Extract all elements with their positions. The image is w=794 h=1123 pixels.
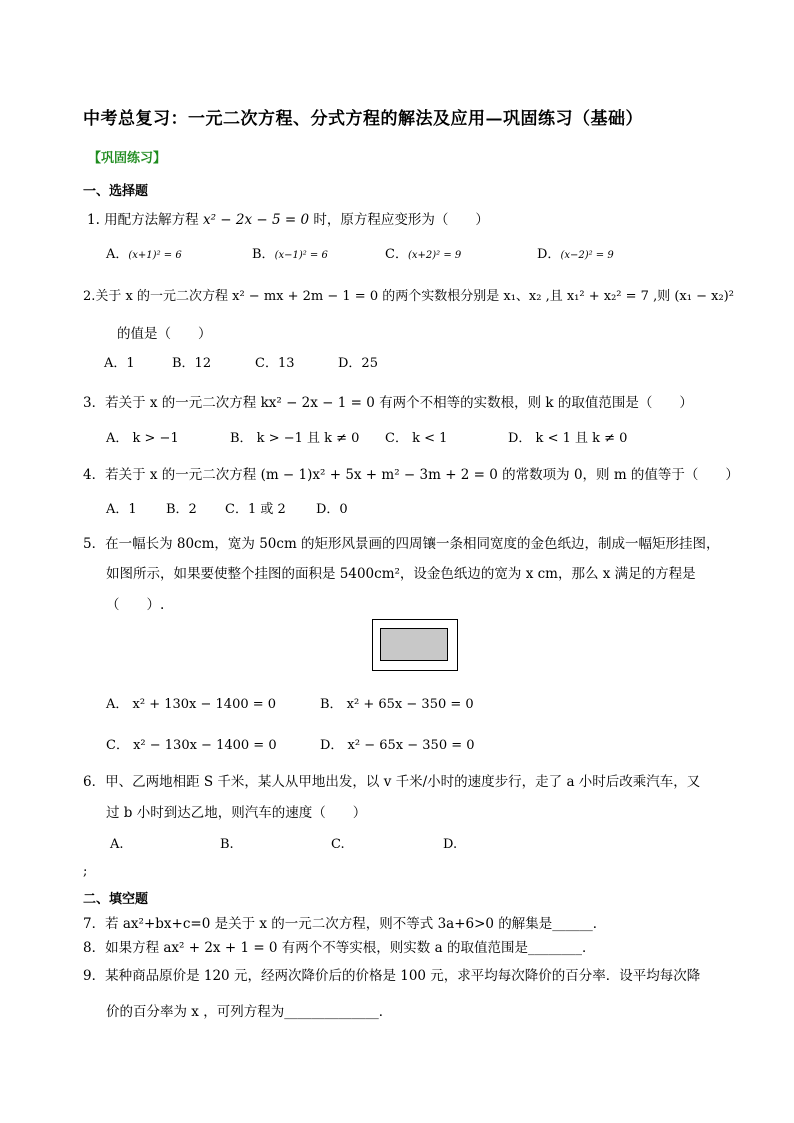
picture-frame-figure bbox=[372, 619, 458, 671]
q1-option-c bbox=[385, 243, 461, 262]
q1-option-b-label: B． bbox=[252, 247, 275, 262]
q2-option-a: A．1 bbox=[104, 356, 135, 371]
q1-stem-end: 时，原方程应变形为（ ） bbox=[313, 212, 489, 228]
q1-stem-text: 1. 用配方法解方程 bbox=[87, 212, 199, 228]
page-title: 中考总复习：一元二次方程、分式方程的解法及应用—巩固练习（基础） bbox=[83, 109, 643, 129]
q5-option-a: A． x² + 130x − 1400 = 0 bbox=[106, 697, 277, 712]
q2-option-b: B．12 bbox=[172, 356, 212, 371]
q2-option-c: C．13 bbox=[255, 356, 295, 371]
q5-option-b: B． x² + 65x − 350 = 0 bbox=[320, 697, 474, 712]
q8-text: 8．如果方程 ax² + 2x + 1 = 0 有两个不等实根，则实数 a 的取值范围是________． bbox=[83, 940, 596, 956]
q6-stem-2: 过 b 小时到达乙地，则汽车的速度（ ） bbox=[106, 805, 367, 821]
q4-option-b: B．2 bbox=[166, 502, 197, 517]
q4-option-c: C．1 或 2 bbox=[225, 502, 286, 517]
q3-option-b: B． k > −1 且 k ≠ 0 bbox=[230, 431, 360, 446]
q5-option-c: C． x² − 130x − 1400 = 0 bbox=[106, 738, 277, 753]
q9-text-2: 价的百分率为 x ，可列方程为______________． bbox=[106, 1004, 393, 1020]
q5-stem-3: （ ）. bbox=[106, 597, 165, 613]
picture-inner-rect bbox=[380, 628, 448, 661]
q1-option-a-text: (x+1)² = 6 bbox=[128, 250, 182, 261]
section-tag: 【巩固练习】 bbox=[88, 151, 167, 166]
q1-option-c-label: C． bbox=[385, 247, 408, 262]
q1-option-a bbox=[106, 243, 182, 262]
q3-option-c: C． k < 1 bbox=[385, 431, 448, 446]
q1-option-a-label: A． bbox=[106, 247, 129, 262]
q1-option-d-label: D． bbox=[537, 247, 561, 262]
q3-option-d: D． k < 1 且 k ≠ 0 bbox=[508, 431, 628, 446]
q1-equation: x² − 2x − 5 = 0 bbox=[202, 212, 310, 228]
q1-option-c-text: (x+2)² = 9 bbox=[407, 250, 462, 261]
q6-option-b: B. bbox=[220, 837, 234, 852]
q6-stem: 6．甲、乙两地相距 S 千米，某人从甲地出发，以 v 千米/小时的速度步行，走了 a 小时后改乘汽车，又 bbox=[83, 774, 701, 790]
q2-stem-2: 的值是（ ） bbox=[117, 326, 212, 342]
q3-option-a: A． k > −1 bbox=[106, 431, 179, 446]
q2-stem: 2.关于 x 的一元二次方程 x² − mx + 2m − 1 = 0 的两个实数根分别是 x₁、x₂ ,且 x₁² + x₂² = 7 ,则 (x₁ − x₂)² bbox=[83, 289, 734, 304]
q3-stem: 3．若关于 x 的一元二次方程 kx² − 2x − 1 = 0 有两个不相等的实数根，则 k 的取值范围是（ ） bbox=[83, 395, 693, 411]
stray-mark: ; bbox=[83, 864, 88, 879]
q6-option-c: C. bbox=[331, 837, 345, 852]
q6-option-d: D. bbox=[443, 837, 458, 852]
section-choice-heading: 一、选择题 bbox=[83, 184, 149, 199]
q6-option-a: A. bbox=[110, 837, 124, 852]
q1-option-d bbox=[537, 243, 614, 262]
q9-text: 9．某种商品原价是 120 元，经两次降价后的价格是 100 元，求平均每次降价的百分率．设平均每次降 bbox=[83, 968, 701, 984]
q1-option-d-text: (x−2)² = 9 bbox=[560, 250, 614, 261]
q4-stem: 4．若关于 x 的一元二次方程 (m − 1)x² + 5x + m² − 3m + 2 = 0 的常数项为 0，则 m 的值等于（ ） bbox=[83, 467, 739, 483]
q1-option-b-text: (x−1)² = 6 bbox=[274, 250, 328, 261]
q4-option-d: D．0 bbox=[316, 502, 348, 517]
q5-stem-2: 如图所示，如果要使整个挂图的面积是 5400cm²，设金色纸边的宽为 x cm，那么 x 满足的方程是 bbox=[106, 566, 696, 582]
q1-stem bbox=[87, 208, 489, 228]
q4-option-a: A．1 bbox=[106, 502, 137, 517]
q5-stem: 5．在一幅长为 80cm，宽为 50cm 的矩形风景画的四周镶一条相同宽度的金色纸边，制成一幅矩形挂图， bbox=[83, 536, 720, 552]
q2-option-d: D．25 bbox=[338, 356, 378, 371]
q1-option-b bbox=[252, 243, 328, 262]
section-fill-heading: 二、填空题 bbox=[83, 892, 149, 907]
q7-text: 7．若 ax²+bx+c=0 是关于 x 的一元二次方程，则不等式 3a+6>0 的解集是______． bbox=[83, 916, 607, 932]
q5-option-d: D． x² − 65x − 350 = 0 bbox=[320, 738, 475, 753]
